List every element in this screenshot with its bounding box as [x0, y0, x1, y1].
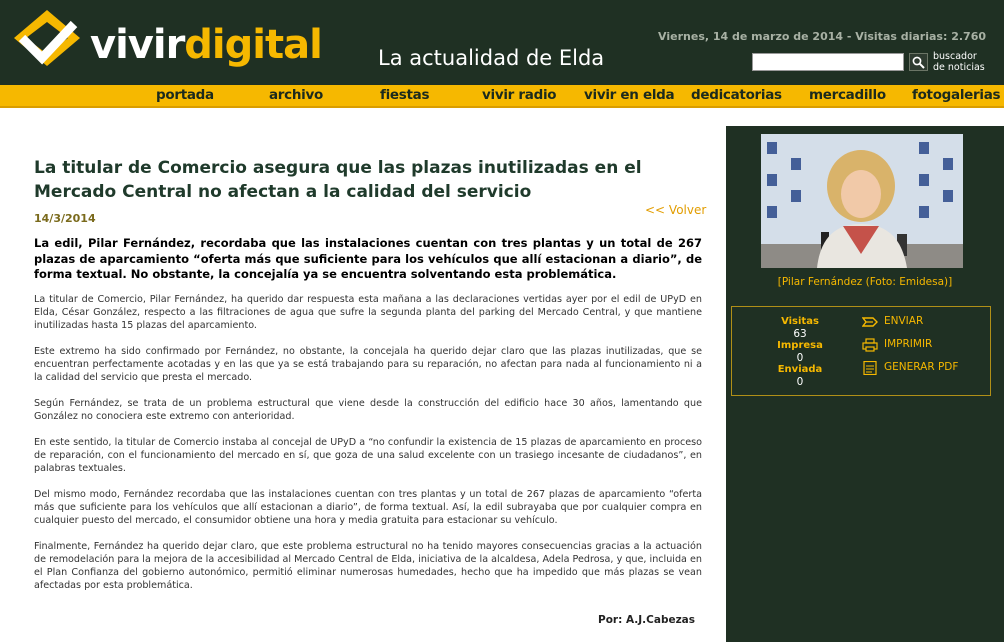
search-icon: [912, 56, 925, 69]
stat-label-enviada: Enviada: [777, 364, 823, 375]
site-header: [0, 0, 1004, 84]
pdf-icon: [862, 361, 878, 375]
stat-label-visitas: Visitas: [781, 316, 819, 327]
main-nav: [0, 85, 1004, 108]
search-label-line1: buscador: [933, 51, 977, 62]
logo-icon[interactable]: [12, 8, 82, 70]
search-label-line2: de noticias: [933, 62, 985, 73]
article-lead: La edil, Pilar Fernández, recordaba que las instalaciones cuentan con tres plantas y un total de 267 plazas de aparcamiento “oferta más que suficiente para los vehículos que allí estacionan a diario”, de forma textual. No obstante, la concejalía ya se encuentra solventando esta problemática.: [34, 236, 702, 281]
site-tagline: La actualidad de Elda: [378, 46, 605, 70]
article-paragraph: En este sentido, la titular de Comercio instaba al concejal de UPyD a “no confundir la existencia de 15 plazas de aparcamiento en proceso de reparación, con el funcionamiento del mercado en sí, que goza de una salud excelente con un trasiego incesante de ciudadanos”, en palabras textuales.: [34, 437, 702, 474]
search-input[interactable]: [752, 53, 904, 71]
article-paragraph: Este extremo ha sido confirmado por Fernández, no obstante, la concejala ha querido dejar claro que las plazas inutilizadas, que se encuentran perfectamente acotadas y en las que ya se está trabajando para su reparación, no afectan para nada al funcionamiento ni a la calidad del servicio que presta el mercado.: [34, 346, 702, 383]
logo-text-digital: digital: [184, 22, 322, 68]
article-stats-box: [731, 306, 991, 396]
nav-item-mercadillo[interactable]: mercadillo: [809, 87, 886, 103]
dateline: Viernes, 14 de marzo de 2014 - Visitas diarias: 2.760: [658, 30, 986, 43]
nav-item-dedicatorias[interactable]: dedicatorias: [691, 87, 782, 103]
send-button[interactable]: ENVIAR: [884, 315, 924, 327]
article-container: [0, 126, 726, 642]
nav-item-portada[interactable]: portada: [156, 87, 214, 103]
nav-item-vivir-radio[interactable]: vivir radio: [482, 87, 557, 103]
stat-value-enviada: 0: [796, 376, 804, 388]
article-photo[interactable]: [761, 134, 963, 268]
logo-text-vivir: vivir: [90, 22, 185, 68]
photo-image: [761, 134, 963, 268]
article-author: Por: A.J.Cabezas: [598, 614, 696, 626]
nav-spacer: [0, 108, 1004, 126]
nav-item-fotogalerias[interactable]: fotogalerias: [912, 87, 1001, 103]
stat-value-visitas: 63: [793, 328, 807, 340]
article-paragraph: La titular de Comercio, Pilar Fernández, ha querido dar respuesta esta mañana a las declaraciones vertidas ayer por el edil de UPyD en Elda, César González, respecto a las filtraciones de agua que sufre la segunda planta del parking del Mercado Central, y que mantiene inutilizadas hasta 15 plazas del aparcamiento.: [34, 294, 702, 331]
photo-caption: [Pilar Fernández (Foto: Emidesa)]: [777, 276, 953, 288]
generate-pdf-button[interactable]: GENERAR PDF: [884, 361, 959, 373]
nav-item-fiestas[interactable]: fiestas: [380, 87, 430, 103]
print-icon: [862, 338, 878, 352]
search-label: [933, 51, 985, 73]
site-logo[interactable]: [90, 22, 322, 68]
stat-label-impresa: Impresa: [777, 340, 823, 351]
nav-item-archivo[interactable]: archivo: [269, 87, 323, 103]
article-paragraph: Del mismo modo, Fernández recordaba que las instalaciones cuentan con tres plantas y un total de 267 plazas de aparcamiento “oferta más que suficiente para los vehículos que allí estacionan a diario”, de forma textual. Así, la edil subrayaba que por cualquier compra en cualquier puesto del mercado, el consumidor obtiene una hora y media gratuita para estacionar su vehículo.: [34, 489, 702, 526]
print-button[interactable]: IMPRIMIR: [884, 338, 933, 350]
stat-value-impresa: 0: [796, 352, 804, 364]
nav-item-vivir-en-elda[interactable]: vivir en elda: [584, 87, 675, 103]
back-link[interactable]: << Volver: [645, 203, 707, 217]
article-paragraph: Finalmente, Fernández ha querido dejar claro, que este problema estructural no ha tenido mayores consecuencias gracias a la actuación de remodelación para la mejora de la accesibilidad al Mercado Central de Elda, iniciativa de la alcaldesa, Adela Pedrosa, y que, incluida en el Plan Confianza del gobierno autonómico, permitió eliminar numerosas humedades, hecho que ha impedido que más plazas se vean afectadas por esta problemática.: [34, 541, 702, 591]
search-button[interactable]: [909, 53, 928, 71]
article-date: 14/3/2014: [34, 212, 96, 225]
article-title: La titular de Comercio asegura que las plazas inutilizadas en el Mercado Central no afectan a la calidad del servicio: [34, 158, 642, 202]
send-icon: [862, 315, 878, 329]
article-paragraph: Según Fernández, se trata de un problema estructural que viene desde la construcción del edificio hace 30 años, lamentando que González no conociera este extremo con anterioridad.: [34, 398, 702, 422]
